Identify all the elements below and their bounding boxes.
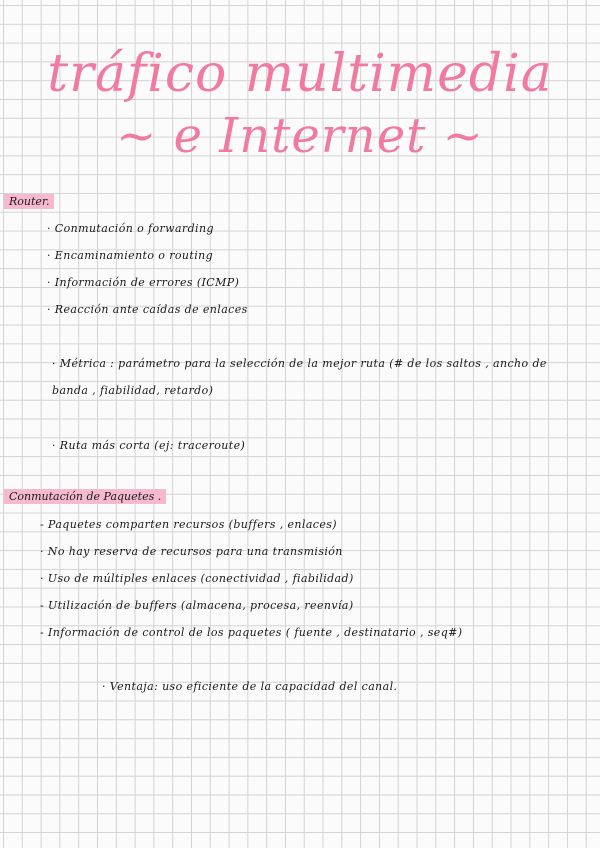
paquetes-item-buffers: - Utilización de buffers (almacena, procesa, reenvía) xyxy=(40,599,354,612)
router-heading: Router. xyxy=(4,194,54,209)
ventaja-line: · Ventaja: uso eficiente de la capacidad del canal. xyxy=(102,680,398,693)
router-item-forwarding: · Conmutación o forwarding xyxy=(47,222,214,235)
page-title-line-1: tráfico multimedia xyxy=(47,44,553,104)
ruta-mas-corta: · Ruta más corta (ej: traceroute) xyxy=(52,439,246,452)
router-item-routing: · Encaminamiento o routing xyxy=(47,249,214,262)
metrica-line-2: banda , fiabilidad, retardo) xyxy=(52,384,214,397)
router-item-link-failures: · Reacción ante caídas de enlaces xyxy=(47,303,248,316)
paquetes-item-multiple-links: · Uso de múltiples enlaces (conectividad , fiabilidad) xyxy=(40,572,354,585)
paquetes-item-control-info: - Información de control de los paquetes ( fuente , destinatario , seq#) xyxy=(40,626,463,639)
paquetes-item-no-reservation: · No hay reserva de recursos para una transmisión xyxy=(40,545,343,558)
page-title-line-2: ~ e Internet ~ xyxy=(116,108,484,164)
paquetes-heading: Conmutación de Paquetes . xyxy=(4,489,166,504)
metrica-line-1: · Métrica : parámetro para la selección de la mejor ruta (# de los saltos , ancho de xyxy=(52,357,547,370)
router-item-errors: · Información de errores (ICMP) xyxy=(47,276,240,289)
paquetes-item-shared-resources: - Paquetes comparten recursos (buffers , enlaces) xyxy=(40,518,337,531)
